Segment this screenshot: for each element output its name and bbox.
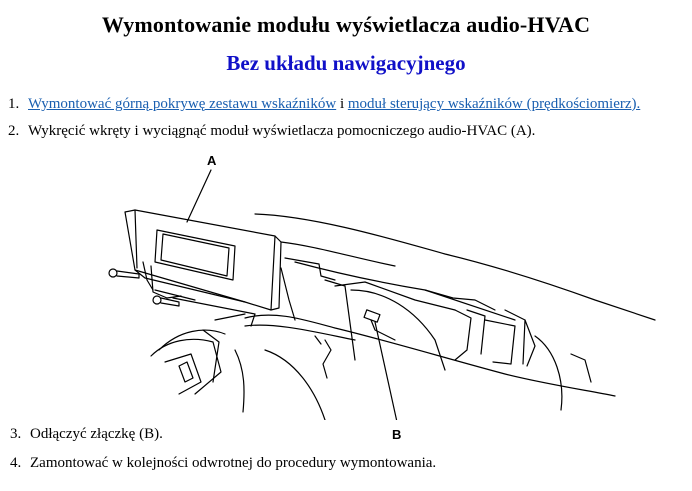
dashboard-diagram bbox=[95, 150, 685, 420]
step-1 bbox=[8, 96, 640, 113]
step-text: Odłączyć złączkę (B). bbox=[30, 426, 163, 442]
step-2 bbox=[8, 123, 535, 140]
callout-b-label: B bbox=[392, 427, 402, 442]
step-number: 3. bbox=[10, 426, 22, 442]
step-3 bbox=[10, 426, 163, 443]
link-gauge-control-module[interactable]: moduł sterujący wskaźników (prędkościomierz). bbox=[347, 96, 641, 112]
step-text: Wykręcić wkręty i wyciągnąć moduł wyświetlacza pomocniczego audio-HVAC (A). bbox=[28, 123, 536, 139]
step-4 bbox=[10, 455, 436, 472]
display-module bbox=[125, 210, 281, 310]
page-title: Wymontowanie modułu wyświetlacza audio-HVAC bbox=[101, 12, 591, 37]
step-number: 4. bbox=[10, 455, 22, 471]
connector-b bbox=[364, 310, 395, 340]
link-upper-cover[interactable]: Wymontować górną pokrywę zestawu wskaźników bbox=[28, 96, 337, 112]
callout-b-leader bbox=[375, 322, 397, 420]
screw-icon bbox=[109, 269, 139, 278]
callout-a-label: A bbox=[207, 153, 217, 168]
step-connector: i bbox=[336, 96, 348, 112]
dashboard-body bbox=[151, 214, 655, 420]
step-number: 1. bbox=[8, 96, 20, 112]
page-subtitle: Bez układu nawigacyjnego bbox=[226, 51, 466, 75]
step-text: Zamontować w kolejności odwrotnej do procedury wymontowania. bbox=[30, 455, 437, 471]
callout-a-leader bbox=[187, 170, 211, 222]
step-number: 2. bbox=[8, 123, 20, 139]
